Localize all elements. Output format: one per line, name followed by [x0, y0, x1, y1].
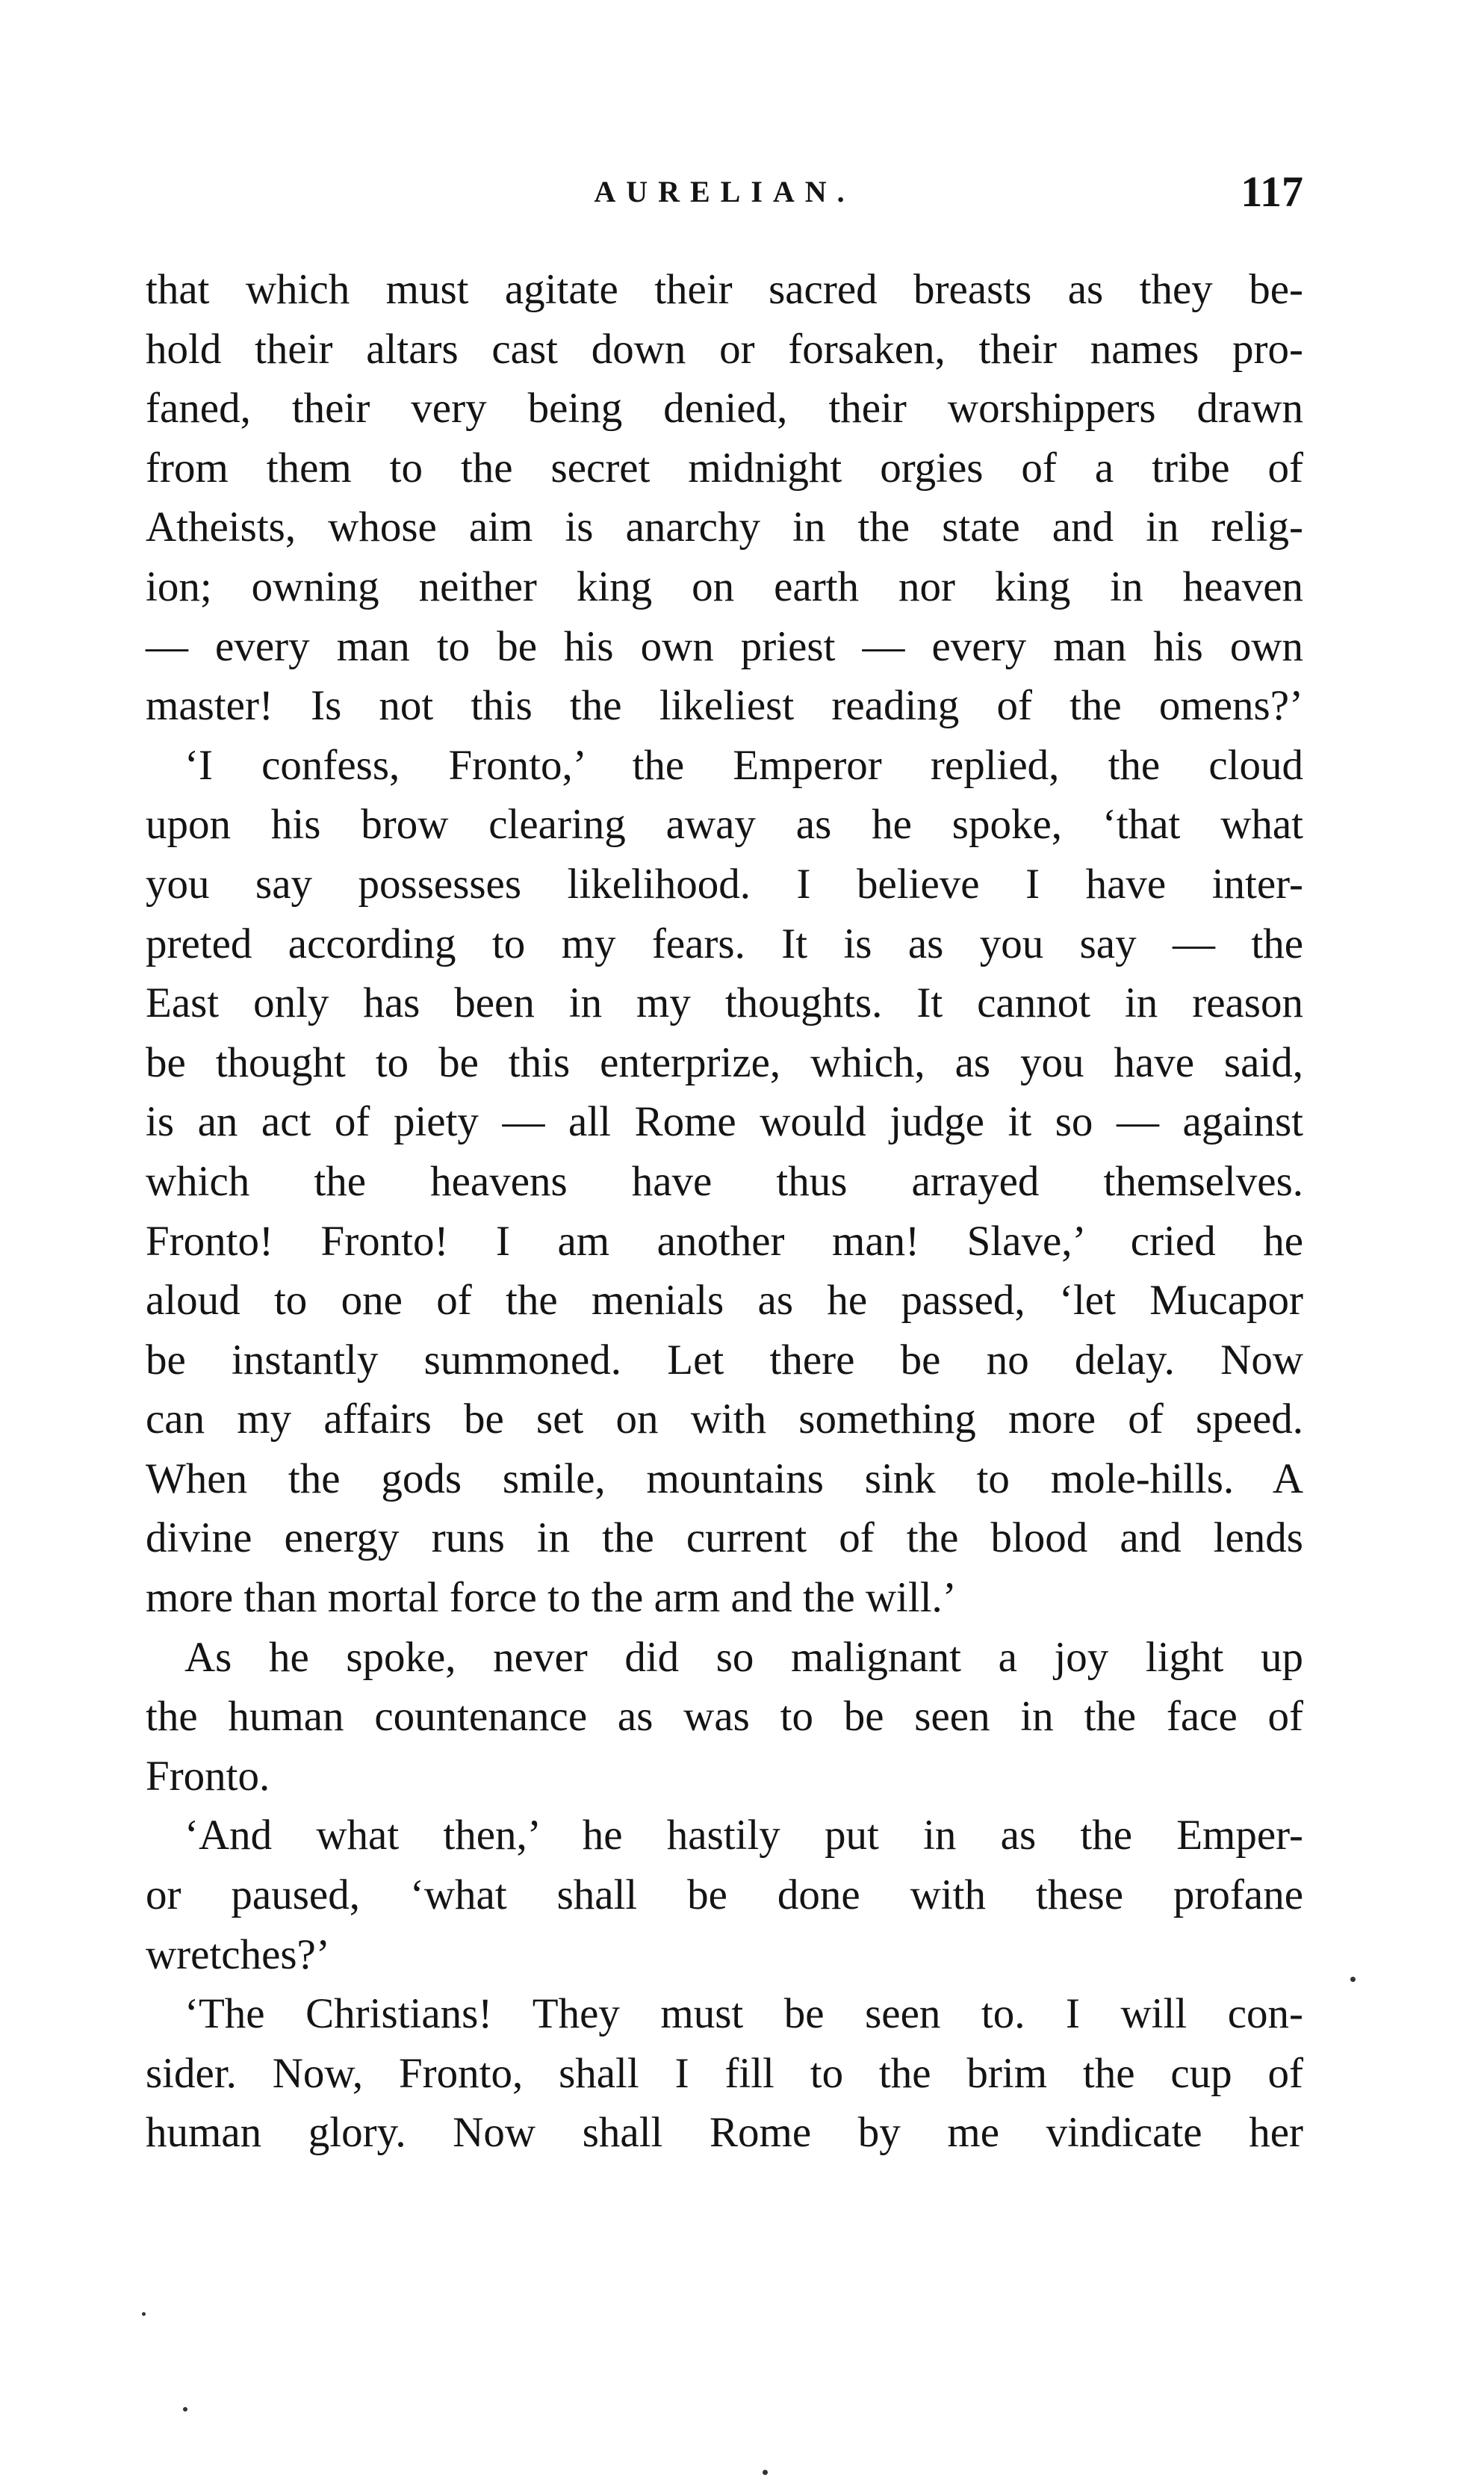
- text-line: As he spoke, never did so malignant a joy light up: [184, 1633, 1303, 1681]
- scan-speck: [142, 2312, 146, 2316]
- text-line: Fronto.: [146, 1752, 270, 1800]
- text-line: hold their altars cast down or forsaken, their names pro-: [146, 325, 1303, 373]
- text-line: faned, their very being denied, their worshippers drawn: [146, 385, 1303, 433]
- paragraph: [146, 260, 1303, 736]
- text-line: more than mortal force to the arm and the will.’: [146, 1574, 957, 1622]
- body-text: [146, 260, 1303, 2163]
- paragraph: [146, 1984, 1303, 2163]
- scan-speck: [1350, 1977, 1356, 1982]
- text-line: or paused, ‘what shall be done with these profane: [146, 1871, 1303, 1919]
- text-line: human glory. Now shall Rome by me vindicate her: [146, 2109, 1303, 2157]
- text-line: When the gods smile, mountains sink to mole-hills. A: [146, 1455, 1303, 1502]
- text-line: Fronto! Fronto! I am another man! Slave,’ cried he: [146, 1217, 1303, 1265]
- text-line: from them to the secret midnight orgies of a tribe of: [146, 444, 1303, 492]
- text-line: aloud to one of the menials as he passed, ‘let Mucapor: [146, 1277, 1303, 1325]
- paragraph: [146, 1628, 1303, 1806]
- text-line: sider. Now, Fronto, shall I fill to the brim the cup of: [146, 2049, 1303, 2097]
- text-line: upon his brow clearing away as he spoke, ‘that what: [146, 801, 1303, 849]
- text-line: East only has been in my thoughts. It cannot in reason: [146, 979, 1303, 1027]
- text-line: ‘And what then,’ he hastily put in as the Emper-: [184, 1812, 1303, 1859]
- text-line: be thought to be this enterprize, which, as you have said,: [146, 1038, 1303, 1086]
- text-line: Atheists, whose aim is anarchy in the state and in relig-: [146, 504, 1303, 551]
- text-line: that which must agitate their sacred breasts as they be-: [146, 266, 1303, 313]
- text-line: — every man to be his own priest — every man his own: [146, 622, 1303, 670]
- text-line: you say possesses likelihood. I believe I have inter-: [146, 860, 1303, 908]
- scan-speck: [763, 2470, 768, 2475]
- text-line: divine energy runs in the current of the blood and lends: [146, 1514, 1303, 1562]
- text-line: be instantly summoned. Let there be no delay. Now: [146, 1336, 1303, 1384]
- scan-speck: [183, 2407, 187, 2412]
- text-line: ion; owning neither king on earth nor king in heaven: [146, 563, 1303, 610]
- text-line: ‘I confess, Fronto,’ the Emperor replied, the cloud: [184, 741, 1303, 789]
- text-line: which the heavens have thus arrayed themselves.: [146, 1157, 1303, 1205]
- text-line: master! Is not this the likeliest reading of the omens?’: [146, 682, 1303, 730]
- text-line: preted according to my fears. It is as you say — the: [146, 920, 1303, 967]
- text-line: can my affairs be set on with something more of speed.: [146, 1396, 1303, 1443]
- running-title: AURELIAN.: [594, 175, 855, 208]
- text-line: wretches?’: [146, 1930, 330, 1978]
- page-number: 117: [1241, 167, 1303, 216]
- paragraph: [146, 736, 1303, 1628]
- text-line: ‘The Christians! They must be seen to. I will con-: [184, 1990, 1303, 2038]
- running-head: [146, 166, 1303, 218]
- text-line: is an act of piety — all Rome would judge it so — against: [146, 1098, 1303, 1146]
- paragraph: [146, 1806, 1303, 1984]
- text-line: the human countenance as was to be seen in the face of: [146, 1693, 1303, 1741]
